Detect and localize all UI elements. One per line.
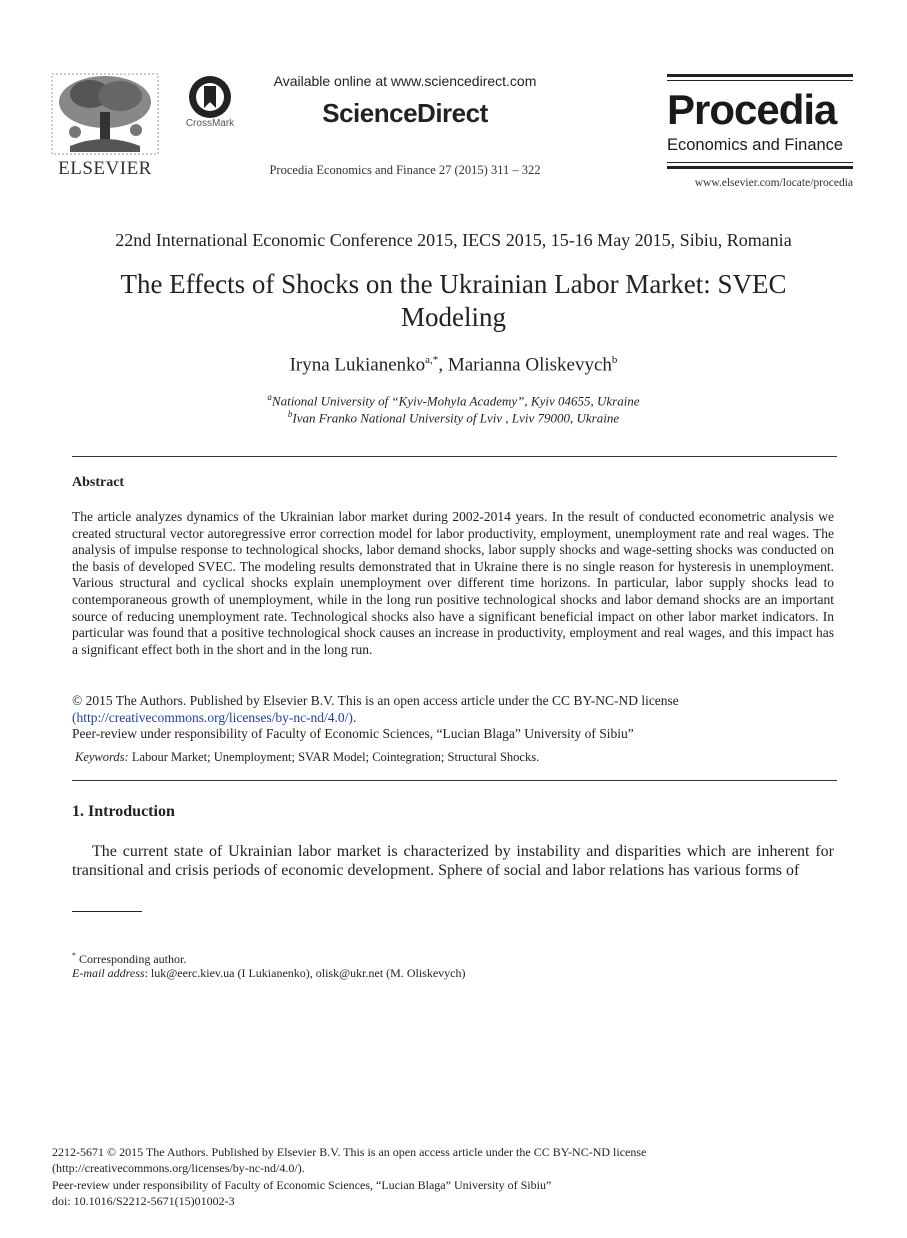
procedia-rule xyxy=(667,74,853,77)
procedia-rule xyxy=(667,162,853,163)
affiliation-a xyxy=(80,392,827,409)
license-link[interactable]: (http://creativecommons.org/licenses/by-nc-nd/4.0/) xyxy=(72,709,353,725)
author-separator: , xyxy=(438,354,448,376)
procedia-rule xyxy=(667,80,853,81)
affiliation-b xyxy=(80,409,827,426)
elsevier-logo xyxy=(50,72,160,179)
elsevier-tree-icon xyxy=(50,72,160,156)
author-name: Iryna Lukianenko xyxy=(289,354,426,376)
footnote-text: Corresponding author. xyxy=(76,952,187,966)
affiliation-marker: b xyxy=(287,409,293,419)
keywords-list: Labour Market; Unemployment; SVAR Model; Cointegration; Structural Shocks. xyxy=(128,750,540,764)
procedia-rule xyxy=(667,166,853,169)
journal-citation: Procedia Economics and Finance 27 (2015) 311 – 322 xyxy=(269,163,541,177)
crossmark-icon xyxy=(187,74,233,120)
abstract-top-rule xyxy=(72,456,837,457)
procedia-url-link[interactable]: www.elsevier.com/locate/procedia xyxy=(694,177,853,189)
license-end: . xyxy=(352,709,357,725)
abstract-body: The article analyzes dynamics of the Ukrainian labor market during 2002-2014 years. In the result of conducted econometric analysis we created structural vector autoregressive error correction model for labor productivity, employment, unemployment rate and real wages. The analysis of impulse response to technological shocks, labor demand shocks, labor supply shocks and wage-setting shocks was conducted on the basis of developed SVEC. The modeling results demonstrated that in Ukraine there is no single reason for hysteresis in unemployment. Various structural and cyclical shocks explain unemployment over different time horizons. In particular, labor supply shocks lead to contemporaneous growth of unemployment, while in the long run positive technological shocks and labor demand shocks are an important source of reducing unemployment rate. Technological shocks also have a significant beneficial impact on other labor market indicators. In particular was found that a positive technological shock causes an increase in productivity, employment and real wages, and this impact has a significant effect both in the short and in the long run. xyxy=(72,509,834,657)
footer-issn-license: 2212-5671 © 2015 The Authors. Published by Elsevier B.V. This is an open access article under the CC BY-NC-ND license xyxy=(52,1145,647,1159)
introduction-paragraph: The current state of Ukrainian labor market is characterized by instability and disparities which are inherent for transitional and crisis periods of economic development. Sphere of social and labor relations has various forms of xyxy=(72,843,834,879)
email-label: E-mail address xyxy=(72,966,145,980)
page-footer xyxy=(52,1144,852,1209)
crossmark-badge[interactable] xyxy=(180,74,240,134)
license-statement xyxy=(72,693,834,726)
footnote-corresponding-author xyxy=(72,951,186,967)
affiliation-marker: a xyxy=(267,392,272,402)
affiliation-text: Ivan Franko National University of Lviv , Lviv 79000, Ukraine xyxy=(292,410,620,426)
conference-line: 22nd International Economic Conference 2015, IECS 2015, 15-16 May 2015, Sibiu, Romania xyxy=(115,230,792,250)
footer-license-link[interactable]: (http://creativecommons.org/licenses/by-nc-nd/4.0/). xyxy=(52,1161,305,1176)
license-text: © 2015 The Authors. Published by Elsevier B.V. This is an open access article under the CC BY-NC-ND license xyxy=(72,693,679,708)
footnote-marker: * xyxy=(72,951,76,960)
footer-peer-review: Peer-review under responsibility of Faculty of Economic Sciences, “Lucian Blaga” University of Sibiu” xyxy=(52,1177,552,1192)
elsevier-wordmark: ELSEVIER xyxy=(58,158,152,179)
procedia-logo xyxy=(667,74,853,194)
paper-title: The Effects of Shocks on the Ukrainian Labor Market: SVEC Modeling xyxy=(120,269,787,332)
author-affiliation-marker: b xyxy=(611,354,618,366)
procedia-title: Procedia xyxy=(667,86,837,133)
sciencedirect-logo[interactable]: ScienceDirect xyxy=(322,98,488,128)
peer-review-statement: Peer-review under responsibility of Faculty of Economic Sciences, “Lucian Blaga” University of Sibiu” xyxy=(72,726,634,741)
abstract-heading: Abstract xyxy=(72,475,125,490)
footer-doi[interactable]: doi: 10.1016/S2212-5671(15)01002-3 xyxy=(52,1193,235,1208)
author-name: Marianna Oliskevych xyxy=(447,354,612,376)
affiliation-text: National University of “Kyiv-Mohyla Academy”, Kyiv 04655, Ukraine xyxy=(271,393,640,409)
keywords-label: Keywords: xyxy=(75,750,129,764)
footnote-email xyxy=(72,966,465,981)
abstract-bottom-rule xyxy=(72,780,837,781)
author-affiliation-marker: a,* xyxy=(425,354,439,366)
email-addresses: : luk@eerc.kiev.ua (I Lukianenko), olisk@ukr.net (M. Oliskevych) xyxy=(144,966,466,980)
crossmark-label: CrossMark xyxy=(185,118,235,129)
section-heading-introduction: 1. Introduction xyxy=(72,803,175,820)
footnote-rule xyxy=(72,911,142,912)
author-line xyxy=(80,354,827,376)
keywords-line xyxy=(75,750,835,765)
available-online-text: Available online at www.sciencedirect.com xyxy=(273,73,537,89)
procedia-subtitle: Economics and Finance xyxy=(667,136,844,154)
